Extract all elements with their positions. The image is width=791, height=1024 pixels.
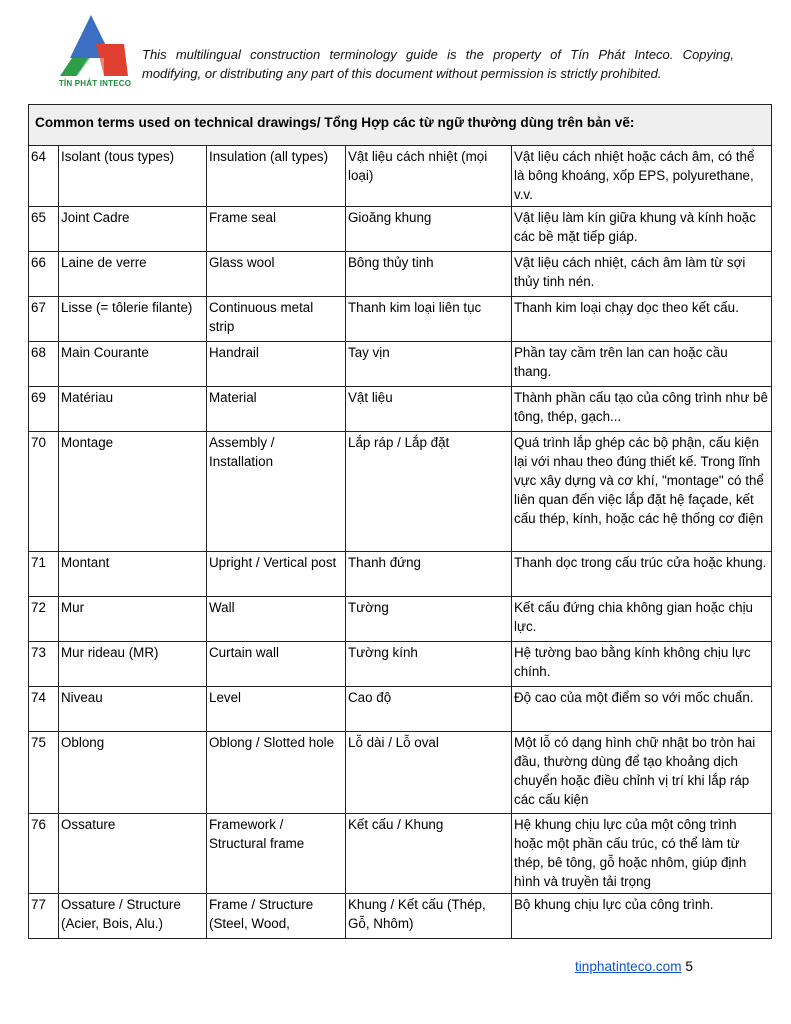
term-number: 77 [29,894,59,939]
term-french: Isolant (tous types) [59,146,207,207]
table-row [29,597,772,642]
term-description: Phần tay cầm trên lan can hoặc cầu thang. [512,342,772,387]
table-row [29,552,772,597]
table-row [29,252,772,297]
term-description: Một lỗ có dạng hình chữ nhật bo tròn hai đầu, thường dùng để tạo khoảng dịch chuyển hoặc điều chỉnh vị trí khi lắp ráp các cấu kiện [512,732,772,814]
term-number: 69 [29,387,59,432]
website-link[interactable]: tinphatinteco.com [575,959,682,974]
notice-line-2: modifying, or distributing any part of this document without permission is strictly prohibited. [142,66,662,81]
term-number: 66 [29,252,59,297]
table-row [29,342,772,387]
logo-wordmark: TÍN PHÁT INTECO [58,79,132,88]
term-english: Glass wool [207,252,346,297]
copyright-notice [142,45,734,83]
table-row [29,894,772,939]
page-number: 5 [685,959,693,974]
term-description: Thanh dọc trong cấu trúc cửa hoặc khung. [512,552,772,597]
term-english: Oblong / Slotted hole [207,732,346,814]
term-french: Mur [59,597,207,642]
term-english: Continuous metal strip [207,297,346,342]
term-description: Độ cao của một điểm so với mốc chuẩn. [512,687,772,732]
term-english: Level [207,687,346,732]
term-english: Assembly / Installation [207,432,346,552]
term-french: Laine de verre [59,252,207,297]
term-french: Niveau [59,687,207,732]
term-vietnamese: Lỗ dài / Lỗ oval [346,732,512,814]
term-number: 73 [29,642,59,687]
term-french: Ossature [59,814,207,894]
term-vietnamese: Lắp ráp / Lắp đặt [346,432,512,552]
table-title: Common terms used on technical drawings/ Tổng Hợp các từ ngữ thường dùng trên bản vẽ: [29,105,772,146]
term-vietnamese: Thanh kim loại liên tục [346,297,512,342]
term-number: 74 [29,687,59,732]
term-number: 68 [29,342,59,387]
term-english: Handrail [207,342,346,387]
term-vietnamese: Tay vịn [346,342,512,387]
term-number: 70 [29,432,59,552]
term-english: Frame / Structure (Steel, Wood, [207,894,346,939]
term-vietnamese: Bông thủy tinh [346,252,512,297]
table-row [29,732,772,814]
term-number: 72 [29,597,59,642]
term-french: Matériau [59,387,207,432]
term-vietnamese: Tường kính [346,642,512,687]
term-vietnamese: Vật liệu cách nhiệt (mọi loại) [346,146,512,207]
term-number: 64 [29,146,59,207]
term-vietnamese: Gioăng khung [346,207,512,252]
term-french: Lisse (= tôlerie filante) [59,297,207,342]
term-description: Bộ khung chịu lực của công trình. [512,894,772,939]
term-english: Upright / Vertical post [207,552,346,597]
term-english: Insulation (all types) [207,146,346,207]
table-row [29,207,772,252]
table-row [29,297,772,342]
term-vietnamese: Tường [346,597,512,642]
table-row [29,814,772,894]
term-vietnamese: Khung / Kết cấu (Thép, Gỗ, Nhôm) [346,894,512,939]
table-row [29,146,772,207]
term-vietnamese: Kết cấu / Khung [346,814,512,894]
term-french: Montant [59,552,207,597]
page-footer [575,959,693,974]
term-description: Vật liệu cách nhiệt, cách âm làm từ sợi thủy tinh nén. [512,252,772,297]
term-description: Vật liệu làm kín giữa khung và kính hoặc các bề mặt tiếp giáp. [512,207,772,252]
table-row [29,687,772,732]
table-row [29,432,772,552]
term-vietnamese: Thanh đứng [346,552,512,597]
terminology-table [28,104,772,939]
term-vietnamese: Vật liệu [346,387,512,432]
term-vietnamese: Cao độ [346,687,512,732]
term-number: 65 [29,207,59,252]
term-french: Main Courante [59,342,207,387]
term-french: Joint Cadre [59,207,207,252]
term-description: Thành phần cấu tạo của công trình như bê tông, thép, gạch... [512,387,772,432]
term-french: Ossature / Structure (Acier, Bois, Alu.) [59,894,207,939]
term-number: 76 [29,814,59,894]
notice-line-1: This multilingual construction terminology guide is the property of Tín Phát Inteco. Copying, [142,47,734,62]
term-description: Vật liệu cách nhiệt hoặc cách âm, có thể là bông khoáng, xốp EPS, polyurethane, v.v. [512,146,772,207]
term-description: Thanh kim loại chạy dọc theo kết cấu. [512,297,772,342]
term-description: Quá trình lắp ghép các bộ phận, cấu kiện lại với nhau theo đúng thiết kế. Trong lĩnh vực xây dựng và cơ khí, "montage" có thể liên quan đến việc lắp đặt hệ façade, kết cấu thép, kính, hoặc các hệ thống cơ điện [512,432,772,552]
term-english: Curtain wall [207,642,346,687]
term-description: Kết cấu đứng chia không gian hoặc chịu lực. [512,597,772,642]
term-english: Material [207,387,346,432]
term-english: Framework / Structural frame [207,814,346,894]
term-description: Hệ khung chịu lực của một công trình hoặc một phần cấu trúc, có thể làm từ thép, bê tông, gỗ hoặc nhôm, giúp định hình và truyền tải trọng [512,814,772,894]
term-english: Wall [207,597,346,642]
term-number: 71 [29,552,59,597]
table-row [29,642,772,687]
term-number: 75 [29,732,59,814]
term-french: Mur rideau (MR) [59,642,207,687]
term-french: Oblong [59,732,207,814]
table-title-row [29,105,772,146]
term-description: Hệ tường bao bằng kính không chịu lực chính. [512,642,772,687]
term-number: 67 [29,297,59,342]
table-row [29,387,772,432]
term-french: Montage [59,432,207,552]
term-english: Frame seal [207,207,346,252]
